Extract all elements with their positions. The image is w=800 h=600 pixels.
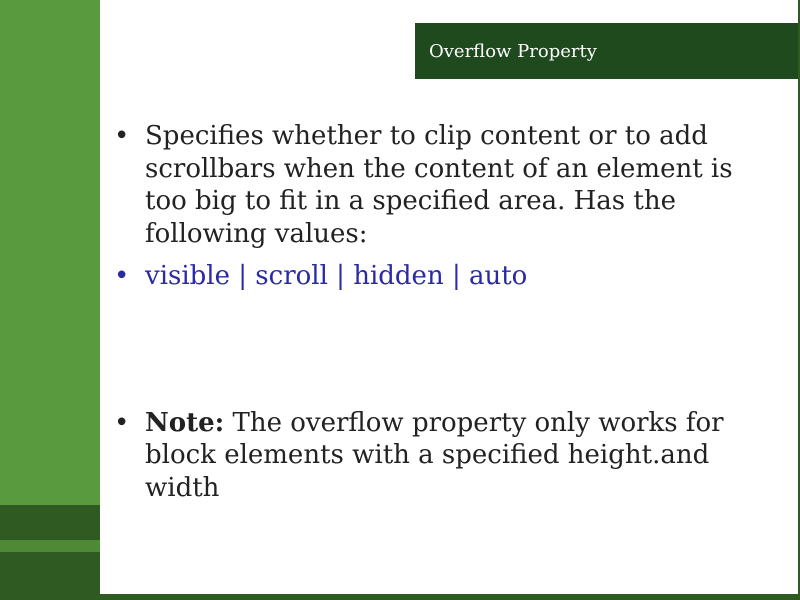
bullet-item xyxy=(112,260,772,293)
slide-title: Overflow Property xyxy=(429,40,597,62)
bullet-icon: • xyxy=(114,407,130,438)
title-bar xyxy=(415,23,798,79)
bullet-text: Specifies whether to clip content or to add scrollbars when the content of an element is too big to fit in a specified area. Has the following values: xyxy=(145,121,733,249)
bullet-text: visible | scroll | hidden | auto xyxy=(145,261,528,291)
bullet-item xyxy=(112,407,772,505)
left-dark-green-band xyxy=(0,505,100,600)
left-band-stripe xyxy=(0,540,100,552)
bottom-edge-strip xyxy=(100,594,800,600)
bullet-item xyxy=(112,120,772,250)
bullet-icon: • xyxy=(114,121,130,151)
slide-body xyxy=(112,120,772,514)
note-label: Note: xyxy=(145,407,225,438)
bullet-text: The overflow property only works for block elements with a specified height.and width xyxy=(145,407,724,503)
bullet-icon: • xyxy=(114,261,130,291)
spacer xyxy=(112,303,772,407)
